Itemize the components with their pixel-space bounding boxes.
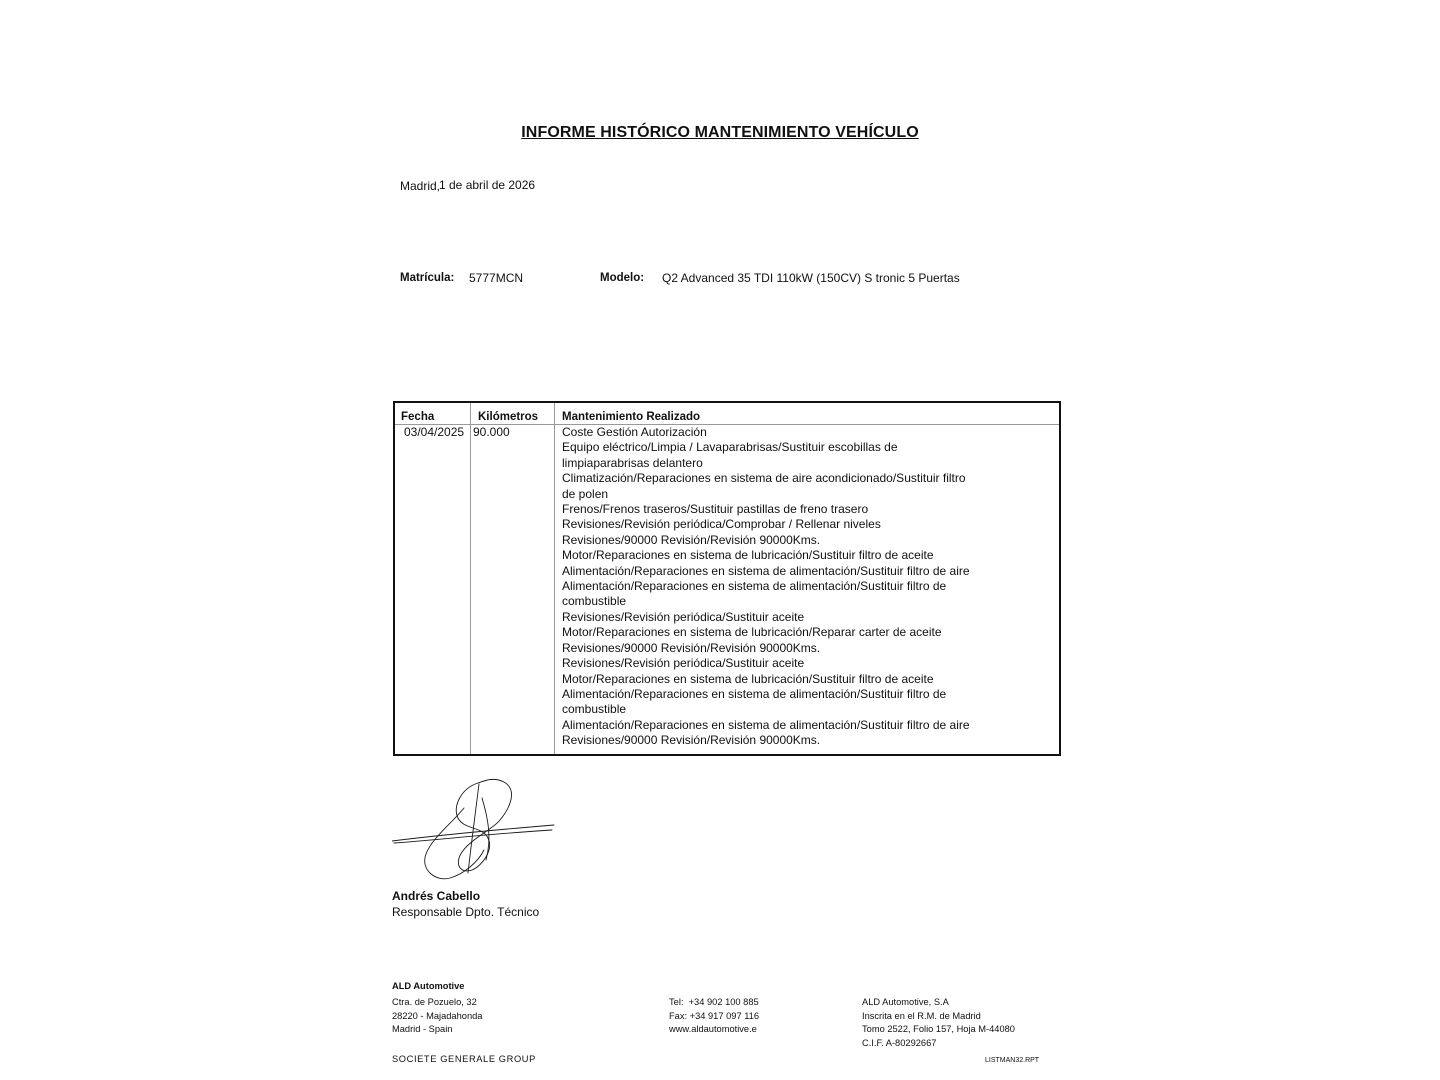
maintenance-task-list: [562, 425, 982, 749]
footer-company-name: ALD Automotive: [392, 981, 465, 991]
footer-address-line: 28220 - Majadahonda: [392, 1010, 483, 1021]
plate-label: Matrícula:: [400, 272, 455, 284]
footer-legal: [862, 996, 1015, 1050]
report-date: 1 de abril de 2026: [439, 178, 536, 192]
footer-legal-line: Inscrita en el R.M. de Madrid: [862, 1010, 981, 1021]
maintenance-task: Revisiones/Revisión periódica/Sustituir aceite: [562, 609, 805, 624]
maintenance-task: Alimentación/Reparaciones en sistema de alimentación/Sustituir filtro de combustible: [562, 686, 947, 717]
column-divider: [554, 403, 555, 754]
maintenance-task: Motor/Reparaciones en sistema de lubricación/Sustituir filtro de aceite: [562, 548, 934, 563]
footer-address-line: Madrid - Spain: [392, 1024, 453, 1035]
signer-name: Andrés Cabello: [392, 889, 481, 903]
report-place: Madrid,: [400, 179, 441, 193]
footer-address-line: Ctra. de Pozuelo, 32: [392, 997, 477, 1007]
plate-value: 5777MCN: [469, 271, 524, 285]
row-date: 03/04/2025: [404, 425, 465, 439]
footer-legal-line: ALD Automotive, S.A: [862, 997, 949, 1007]
model-label: Modelo:: [600, 272, 645, 284]
maintenance-task: Coste Gestión Autorización: [562, 425, 707, 439]
header-maintenance: Mantenimiento Realizado: [562, 411, 701, 423]
maintenance-task: Revisiones/90000 Revisión/Revisión 90000Kms.: [562, 640, 821, 655]
maintenance-task: Equipo eléctrico/Limpia / Lavaparabrisas/Sustituir escobillas de limpiaparabrisas delantero: [562, 440, 898, 470]
maintenance-task: Revisiones/Revisión periódica/Sustituir aceite: [562, 656, 805, 671]
footer-group-name: SOCIETE GENERALE GROUP: [392, 1054, 536, 1064]
maintenance-task: Alimentación/Reparaciones en sistema de alimentación/Sustituir filtro de combustible: [562, 579, 947, 609]
signer-role: Responsable Dpto. Técnico: [392, 905, 540, 919]
report-title: INFORME HISTÓRICO MANTENIMIENTO VEHÍCULO: [521, 124, 919, 141]
footer-fax: Fax: +34 917 097 116: [669, 1010, 760, 1021]
maintenance-task: Motor/Reparaciones en sistema de lubricación/Reparar carter de aceite: [562, 625, 942, 640]
maintenance-task: Motor/Reparaciones en sistema de lubricación/Sustituir filtro de aceite: [562, 671, 934, 686]
footer-phone: Tel: +34 902 100 885: [669, 997, 759, 1007]
maintenance-table: [393, 401, 1061, 756]
footer-website: www.aldautomotive.e: [669, 1024, 757, 1035]
handwritten-signature: [392, 778, 556, 884]
maintenance-task: Frenos/Frenos traseros/Sustituir pastillas de freno trasero: [562, 502, 869, 517]
model-value: Q2 Advanced 35 TDI 110kW (150CV) S tronic 5 Puertas: [662, 271, 960, 285]
maintenance-task: Revisiones/90000 Revisión/Revisión 90000Kms.: [562, 733, 821, 748]
footer-legal-line: Tomo 2522, Folio 157, Hoja M-44080: [862, 1024, 1015, 1035]
maintenance-task: Revisiones/90000 Revisión/Revisión 90000Kms.: [562, 532, 821, 547]
row-km: 90.000: [473, 425, 510, 439]
footer-legal-line: C.I.F. A-80292667: [862, 1037, 937, 1048]
maintenance-task: Alimentación/Reparaciones en sistema de alimentación/Sustituir filtro de aire: [562, 717, 970, 732]
column-divider: [470, 403, 471, 754]
header-km: Kilómetros: [478, 411, 539, 423]
maintenance-task: Climatización/Reparaciones en sistema de aire acondicionado/Sustituir filtro de polen: [562, 471, 966, 501]
footer-contact: [669, 996, 759, 1037]
maintenance-task: Alimentación/Reparaciones en sistema de alimentación/Sustituir filtro de aire: [562, 563, 970, 578]
report-code: LISTMAN32.RPT: [985, 1057, 1040, 1064]
header-date: Fecha: [401, 411, 435, 423]
maintenance-task: Revisiones/Revisión periódica/Comprobar / Rellenar niveles: [562, 517, 881, 532]
footer-address: [392, 996, 482, 1037]
